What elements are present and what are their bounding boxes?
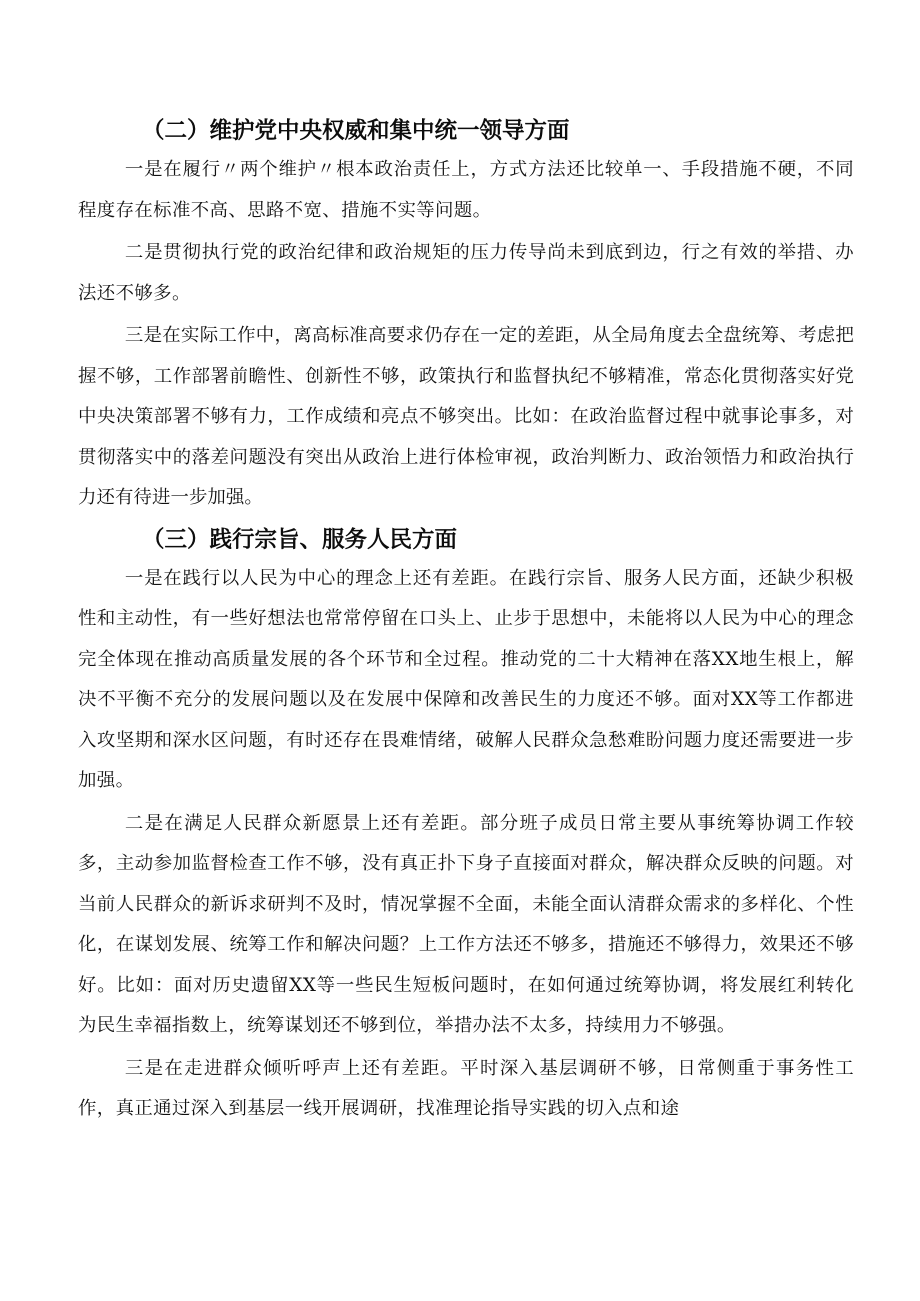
section-heading-3: （三）践行宗旨、服务人民方面 xyxy=(142,526,458,553)
paragraph-2-2: 二是贯彻执行党的政治纪律和政治规矩的压力传导尚未到底到边，行之有效的举措、办法还不够多。 xyxy=(78,242,854,304)
paragraph-3-3: 三是在走进群众倾听呼声上还有差距。平时深入基层调研不够，日常侧重于事务性工作，真正通过深入到基层一线开展调研，找准理论指导实践的切入点和途 xyxy=(78,1057,854,1119)
paragraph-2-3: 三是在实际工作中，离高标准高要求仍存在一定的差距，从全局角度去全盘统筹、考虑把握不够，工作部署前瞻性、创新性不够，政策执行和监督执纪不够精准，常态化贯彻落实好党中央决策部署不够有力，工作成绩和亮点不够突出。比如：在政治监督过程中就事论事多，对贯彻落实中的落差问题没有突出从政治上进行体检审视，政治判断力、政治领悟力和政治执行力还有待进一步加强。 xyxy=(78,325,854,508)
paragraph-3-1: 一是在践行以人民为中心的理念上还有差距。在践行宗旨、服务人民方面，还缺少积极性和主动性，有一些好想法也常常停留在口头上、止步于思想中，未能将以人民为中心的理念完全体现在推动高质量发展的各个环节和全过程。推动党的二十大精神在落XX地生根上，解决不平衡不充分的发展问题以及在发展中保障和改善民生的力度还不够。面对XX等工作都进入攻坚期和深水区问题，有时还存在畏难情绪，破解人民群众急愁难盼问题力度还需要进一步加强。 xyxy=(78,567,854,791)
document-body xyxy=(78,112,854,1132)
paragraph-3-2: 二是在满足人民群众新愿景上还有差距。部分班子成员日常主要从事统筹协调工作较多，主动参加监督检查工作不够，没有真正扑下身子直接面对群众，解决群众反映的问题。对当前人民群众的新诉求研判不及时，情况掌握不全面，未能全面认清群众需求的多样化、个性化，在谋划发展、统筹工作和解决问题？上工作方法还不够多，措施还不够得力，效果还不够好。比如：面对历史遗留XX等一些民生短板问题时，在如何通过统筹协调，将发展红利转化为民生幸福指数上，统筹谋划还不够到位，举措办法不太多，持续用力不够强。 xyxy=(78,812,854,1036)
paragraph-2-1: 一是在履行〃两个维护〃根本政治责任上，方式方法还比较单一、手段措施不硬，不同程度存在标准不高、思路不宽、措施不实等问题。 xyxy=(78,159,854,221)
section-heading-2: （二）维护党中央权威和集中统一领导方面 xyxy=(142,118,570,144)
